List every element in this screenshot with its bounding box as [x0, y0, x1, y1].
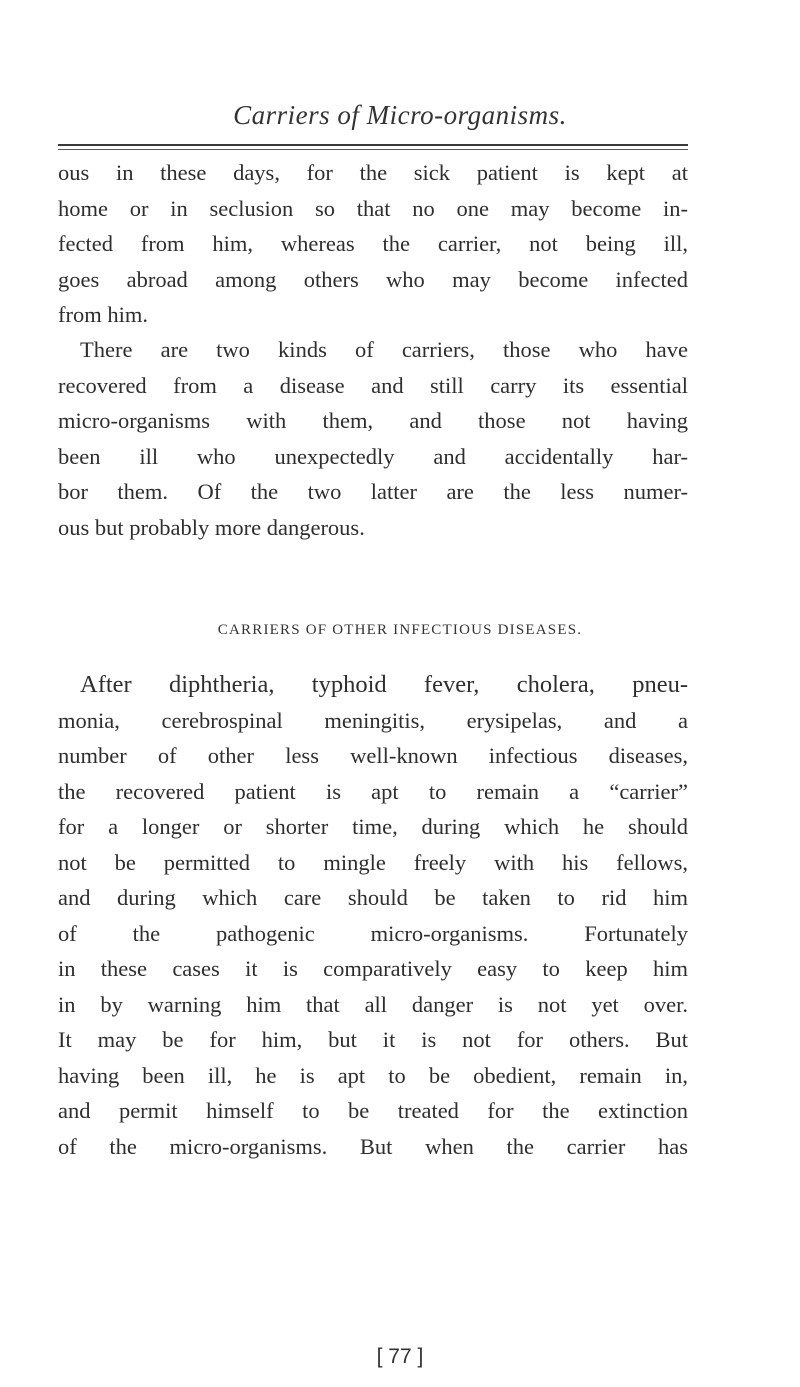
text-line: for a longer or shorter time, during which he should: [58, 814, 688, 839]
header-rule-thin: [58, 149, 688, 150]
text-line: monia, cerebrospinal meningitis, erysipelas, and a: [58, 707, 688, 733]
page-number: [ 77 ]: [376, 1345, 424, 1368]
section-heading: CARRIERS OF OTHER INFECTIOUS DISEASES.: [217, 622, 583, 638]
text-line: not be permitted to mingle freely with his fellows,: [58, 849, 688, 875]
text-line: in these cases it is comparatively easy to keep him: [58, 956, 688, 981]
text-line: been ill who unexpectedly and accidentally har-: [58, 443, 688, 469]
text-line: of the micro-organisms. But when the carrier has: [58, 1133, 688, 1159]
text-line: bor them. Of the two latter are the less numer-: [58, 479, 688, 504]
paragraph-other-diseases: [58, 667, 688, 1164]
text-line: from him.: [58, 302, 148, 327]
text-line: ous but probably more dangerous.: [58, 514, 365, 540]
text-line: ous in these days, for the sick patient is kept at: [58, 160, 688, 185]
text-line: and during which care should be taken to rid him: [58, 885, 688, 910]
text-line: goes abroad among others who may become infected: [58, 266, 688, 292]
text-line: There are two kinds of carriers, those who have: [80, 337, 688, 362]
paragraph-kinds-of-carriers: [58, 332, 688, 545]
header-rule-thick: [58, 144, 688, 146]
text-line: the recovered patient is apt to remain a “carrier”: [58, 778, 688, 804]
paragraph-continuation: [58, 155, 688, 333]
text-line: and permit himself to be treated for the extinction: [58, 1098, 688, 1123]
text-line: home or in seclusion so that no one may become in-: [58, 195, 688, 221]
text-line: It may be for him, but it is not for others. But: [58, 1027, 688, 1052]
text-line: recovered from a disease and still carry its essential: [58, 372, 688, 398]
text-line: fected from him, whereas the carrier, not being ill,: [58, 231, 688, 256]
text-line: micro-organisms with them, and those not having: [58, 408, 688, 433]
text-line: number of other less well-known infectious diseases,: [58, 743, 688, 768]
text-line: having been ill, he is apt to be obedient, remain in,: [58, 1062, 688, 1088]
text-line: in by warning him that all danger is not yet over.: [58, 991, 688, 1017]
running-head: Carriers of Micro-organisms.: [233, 100, 567, 130]
text-line: of the pathogenic micro-organisms. Fortunately: [58, 920, 688, 946]
text-line: After diphtheria, typhoid fever, cholera, pneu-: [80, 671, 688, 698]
